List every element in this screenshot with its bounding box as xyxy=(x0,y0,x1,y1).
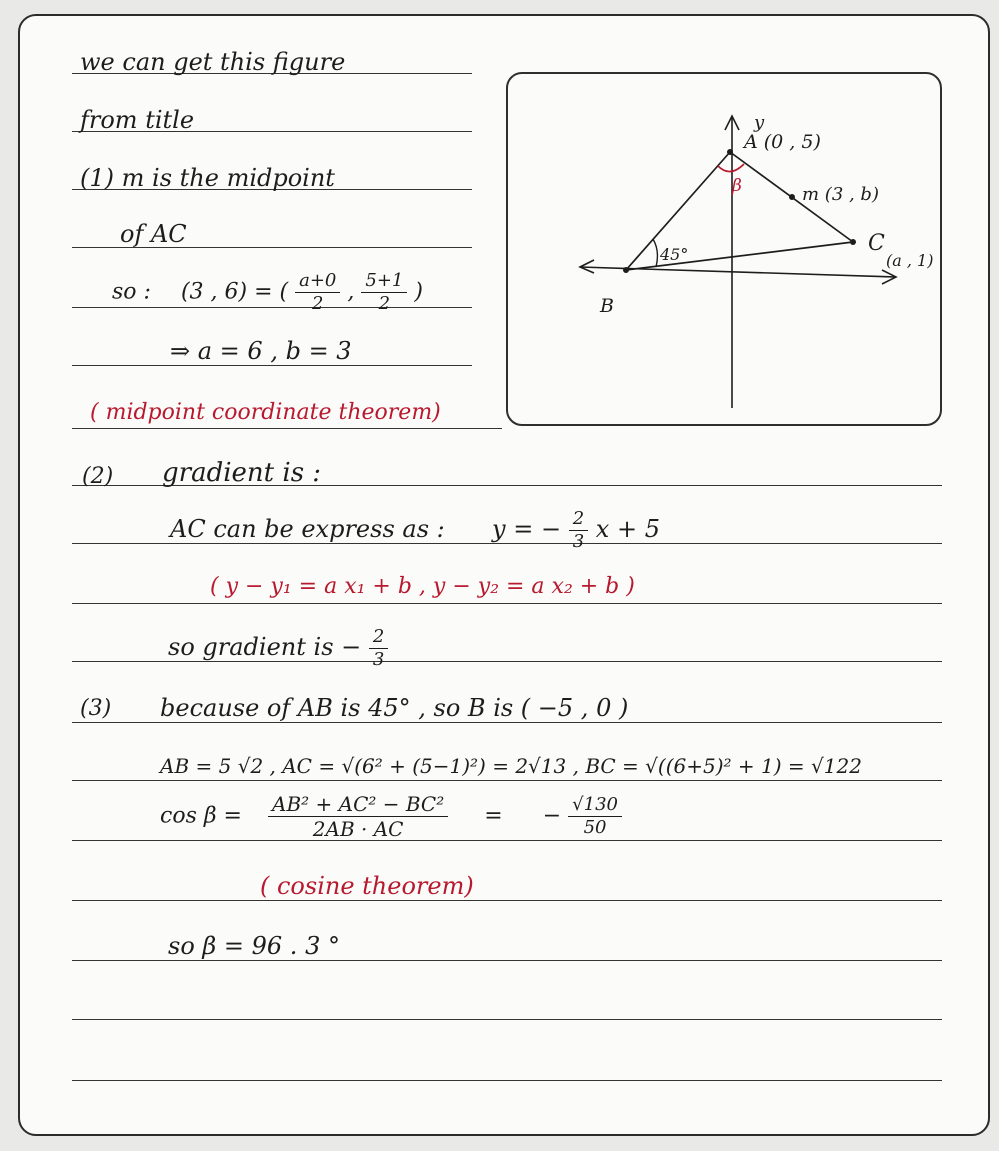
vertex-c-coords: (a , 1) xyxy=(886,251,934,270)
q1-frac1-num: a+0 xyxy=(295,272,340,293)
q3-answer: so β = 96 . 3 ° xyxy=(168,932,340,960)
rule-line xyxy=(72,603,942,604)
y-axis-label: y xyxy=(754,112,765,133)
q2-intro: gradient is : xyxy=(162,458,322,488)
q2-res-den: 3 xyxy=(372,649,385,670)
q3-label: (3) xyxy=(80,696,112,721)
vertex-a xyxy=(727,149,733,155)
q2-eq-suffix: x + 5 xyxy=(595,515,660,543)
q3-val-num: √130 xyxy=(568,796,622,817)
intro-line-2: from title xyxy=(80,106,195,134)
notebook-page xyxy=(18,14,990,1136)
q1-result: ⇒ a = 6 , b = 3 xyxy=(170,337,352,365)
midpoint-m-label: m (3 , b) xyxy=(802,184,879,205)
q1-close-paren: ) xyxy=(414,279,423,305)
vertex-c xyxy=(850,239,856,245)
q3-cos-den: 2AB · AC xyxy=(312,817,404,841)
q3-val-den: 50 xyxy=(583,817,607,838)
q2-frac-den: 3 xyxy=(572,531,585,552)
q2-result xyxy=(168,628,388,669)
rule-line xyxy=(72,722,942,723)
q1-so-label: so : xyxy=(112,279,151,305)
q1-fraction-2 xyxy=(361,272,407,313)
q2-result-prefix: so gradient is − xyxy=(168,633,362,661)
q2-eq-prefix: y = − xyxy=(492,515,562,543)
vertex-c-letter: C xyxy=(868,231,885,256)
q2-frac-num: 2 xyxy=(569,510,588,531)
rule-line xyxy=(72,1019,942,1020)
angle-45-arc xyxy=(653,239,657,267)
q2-line-text: AC can be express as : xyxy=(170,515,445,543)
q1-intro: (1) m is the midpoint xyxy=(80,164,335,192)
q3-theorem-note: ( cosine theorem) xyxy=(260,872,474,900)
triangle-figure xyxy=(506,72,942,426)
q1-of-ac: of AC xyxy=(120,220,187,248)
q2-fraction xyxy=(569,510,588,551)
q3-cosine-equation xyxy=(160,794,622,839)
rule-line xyxy=(72,960,942,961)
q1-fraction-1 xyxy=(295,272,340,313)
vertex-b xyxy=(623,267,629,273)
q2-label: (2) xyxy=(82,464,114,489)
q1-frac2-den: 2 xyxy=(378,293,391,314)
midpoint-m xyxy=(789,194,795,200)
rule-line xyxy=(72,428,502,429)
q2-line-equation xyxy=(170,510,660,551)
q1-frac2-num: 5+1 xyxy=(361,272,407,293)
q1-theorem-note: ( midpoint coordinate theorem) xyxy=(90,400,441,425)
rule-line xyxy=(72,840,942,841)
angle-45-label: 45° xyxy=(660,245,689,264)
q3-cos-label: cos β = xyxy=(160,803,242,829)
intro-line-1: we can get this figure xyxy=(80,48,346,76)
rule-line xyxy=(72,900,942,901)
q3-cos-num: AB² + AC² − BC² xyxy=(268,794,448,817)
q3-lengths: AB = 5 √2 , AC = √(6² + (5−1)²) = 2√13 , BC = √((6+5)² + 1) = √122 xyxy=(160,754,862,778)
q3-value-fraction xyxy=(568,796,622,837)
q2-result-fraction xyxy=(369,628,388,669)
q1-so-expr: (3 , 6) = ( xyxy=(180,279,289,305)
q3-cos-fraction xyxy=(268,794,448,839)
angle-beta-label: β xyxy=(732,176,742,196)
q1-midpoint-equation xyxy=(112,272,423,313)
q3-intro: because of AB is 45° , so B is ( −5 , 0 ) xyxy=(160,694,629,722)
coordinate-diagram xyxy=(508,74,940,424)
q1-separator: , xyxy=(347,279,355,305)
q1-frac1-den: 2 xyxy=(312,293,324,314)
angle-beta-arc xyxy=(718,164,744,172)
q2-formula-note: ( y − y₁ = a x₁ + b , y − y₂ = a x₂ + b ) xyxy=(210,574,635,599)
rule-line xyxy=(72,1080,942,1081)
vertex-b-label: B xyxy=(600,295,614,317)
rule-line xyxy=(72,365,472,366)
q3-equals: = xyxy=(484,803,503,829)
q2-res-num: 2 xyxy=(369,628,388,649)
rule-line xyxy=(72,780,942,781)
q3-minus: − xyxy=(542,803,562,829)
vertex-a-label: A (0 , 5) xyxy=(744,131,821,153)
